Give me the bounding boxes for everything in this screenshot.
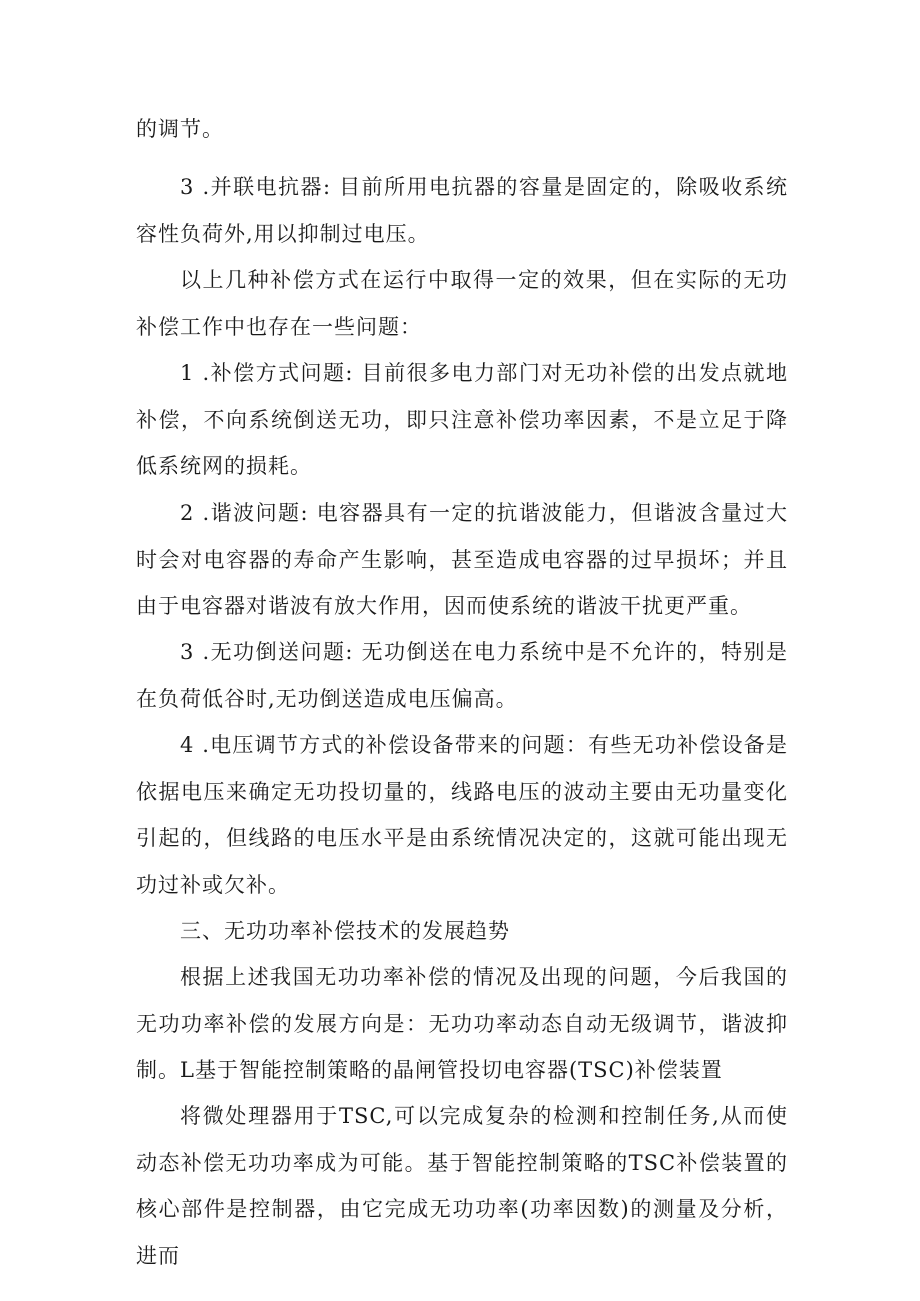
section-heading-development-trend: 三、无功功率补偿技术的发展趋势: [180, 919, 510, 943]
paragraph-development-direction: 根据上述我国无功功率补偿的情况及出现的问题，今后我国的无功功率补偿的发展方向是：无功功率动态自动无级调节，谐波抑制。: [136, 965, 788, 1082]
paragraph-reverse-reactive-problem: 3 .无功倒送问题: 无功倒送在电力系统中是不允许的，特别是在负荷低谷时,无功倒送造成电压偏高。: [136, 640, 788, 711]
paragraph-problems-intro: 以上几种补偿方式在运行中取得一定的效果，但在实际的无功补偿工作中也存在一些问题：: [136, 268, 788, 339]
paragraph-compensation-mode-problem: 1 .补偿方式问题: 目前很多电力部门对无功补偿的出发点就地补偿，不向系统倒送无功，即只注意补偿功率因素，不是立足于降低系统网的损耗。: [136, 361, 788, 478]
paragraph-harmonic-problem: 2 .谐波问题: 电容器具有一定的抗谐波能力，但谐波含量过大时会对电容器的寿命产生影响，甚至造成电容器的过早损坏；并且由于电容器对谐波有放大作用，因而使系统的谐波干扰更严重。: [136, 501, 788, 618]
paragraph-shunt-reactor: 3 .并联电抗器: 目前所用电抗器的容量是固定的，除吸收系统容性负荷外,用以抑制过电压。: [136, 175, 788, 246]
paragraph-continuation: 的调节。: [136, 117, 224, 141]
paragraph-tsc-description: 将微处理器用于TSC,可以完成复杂的检测和控制任务,从而使动态补偿无功功率成为可能。基于智能控制策略的TSC补偿装置的核心部件是控制器，由它完成无功功率(功率因数)的测量及分析，进而: [136, 1104, 788, 1268]
paragraph-voltage-regulation-problem: 4 .电压调节方式的补偿设备带来的问题：有些无功补偿设备是依据电压来确定无功投切量的，线路电压的波动主要由无功量变化引起的，但线路的电压水平是由系统情况决定的，这就可能出现无功过补或欠补。: [136, 733, 788, 897]
subheading-tsc-device: L基于智能控制策略的晶闸管投切电容器(TSC)补偿装置: [180, 1058, 723, 1082]
